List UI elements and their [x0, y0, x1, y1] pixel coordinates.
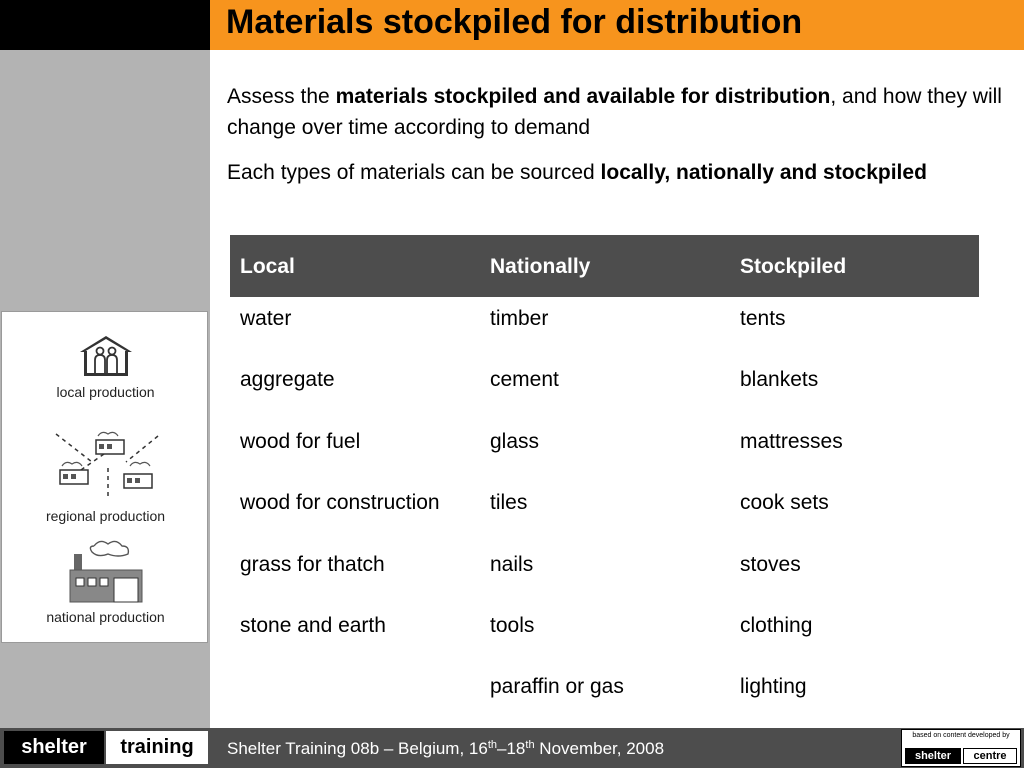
local-item: water	[240, 307, 292, 330]
stockpiled-item: clothing	[740, 613, 813, 637]
national-item: glass	[490, 429, 540, 453]
column-nationally	[490, 304, 730, 703]
national-factory-icon	[68, 540, 144, 604]
para1-text-end: , and how they will change over time according to demand	[227, 85, 1002, 139]
stockpiled-item: lighting	[740, 675, 807, 699]
local-item: stone and earth	[240, 613, 386, 637]
house-people-icon	[78, 334, 134, 378]
para1-emphasis: materials stockpiled and available for distribution	[335, 85, 831, 108]
local-item: wood for fuel	[240, 429, 361, 453]
production-levels-panel	[1, 311, 208, 643]
para2-emphasis: locally, nationally and stockpiled	[600, 161, 927, 184]
materials-table-header	[230, 235, 979, 297]
footer-sup-th: th	[525, 739, 535, 751]
local-item: grass for thatch	[240, 552, 385, 576]
national-item: paraffin or gas	[490, 675, 624, 699]
intro-paragraph-sources	[227, 157, 1007, 188]
shelter-centre-logo	[901, 729, 1021, 767]
national-item: nails	[490, 552, 534, 576]
regional-production-label: regional production	[45, 508, 166, 524]
stockpiled-item: cook sets	[740, 491, 829, 515]
shelter-centre-centre: centre	[963, 748, 1017, 764]
header-black-block	[0, 0, 210, 50]
based-on-content-label: based on content developed by	[912, 732, 1010, 739]
shelter-logo-text: shelter	[4, 731, 104, 764]
para1-text: Assess the	[227, 85, 336, 108]
shelter-centre-shelter: shelter	[905, 748, 961, 764]
header-local: Local	[240, 255, 295, 278]
national-item: cement	[490, 368, 559, 392]
intro-paragraph-assess	[227, 81, 1007, 143]
para2-text: Each types of materials can be sourced	[227, 161, 601, 184]
local-production-label: local production	[56, 384, 155, 400]
regional-factories-icon	[52, 428, 162, 504]
column-local	[240, 304, 480, 642]
local-item: aggregate	[240, 368, 335, 392]
header-nationally: Nationally	[490, 255, 591, 278]
column-stockpiled	[740, 304, 980, 703]
stockpiled-item: tents	[740, 307, 786, 330]
national-item: tools	[490, 613, 535, 637]
national-production-label: national production	[46, 609, 165, 625]
footer-text-start: Shelter Training 08b – Belgium, 16	[227, 739, 488, 758]
local-item: wood for construction	[240, 491, 440, 515]
footer-event-text	[227, 737, 664, 761]
national-item: timber	[490, 307, 549, 330]
footer-text-end: November, 2008	[534, 739, 665, 758]
training-logo-text: training	[106, 731, 208, 764]
stockpiled-item: stoves	[740, 552, 801, 576]
footer-text-range: –18	[497, 739, 526, 758]
header-stockpiled: Stockpiled	[740, 255, 847, 278]
page-title: Materials stockpiled for distribution	[226, 3, 803, 41]
footer-sup-th: th	[487, 739, 498, 751]
national-item: tiles	[490, 491, 528, 515]
stockpiled-item: blankets	[740, 368, 819, 392]
stockpiled-item: mattresses	[740, 429, 843, 453]
